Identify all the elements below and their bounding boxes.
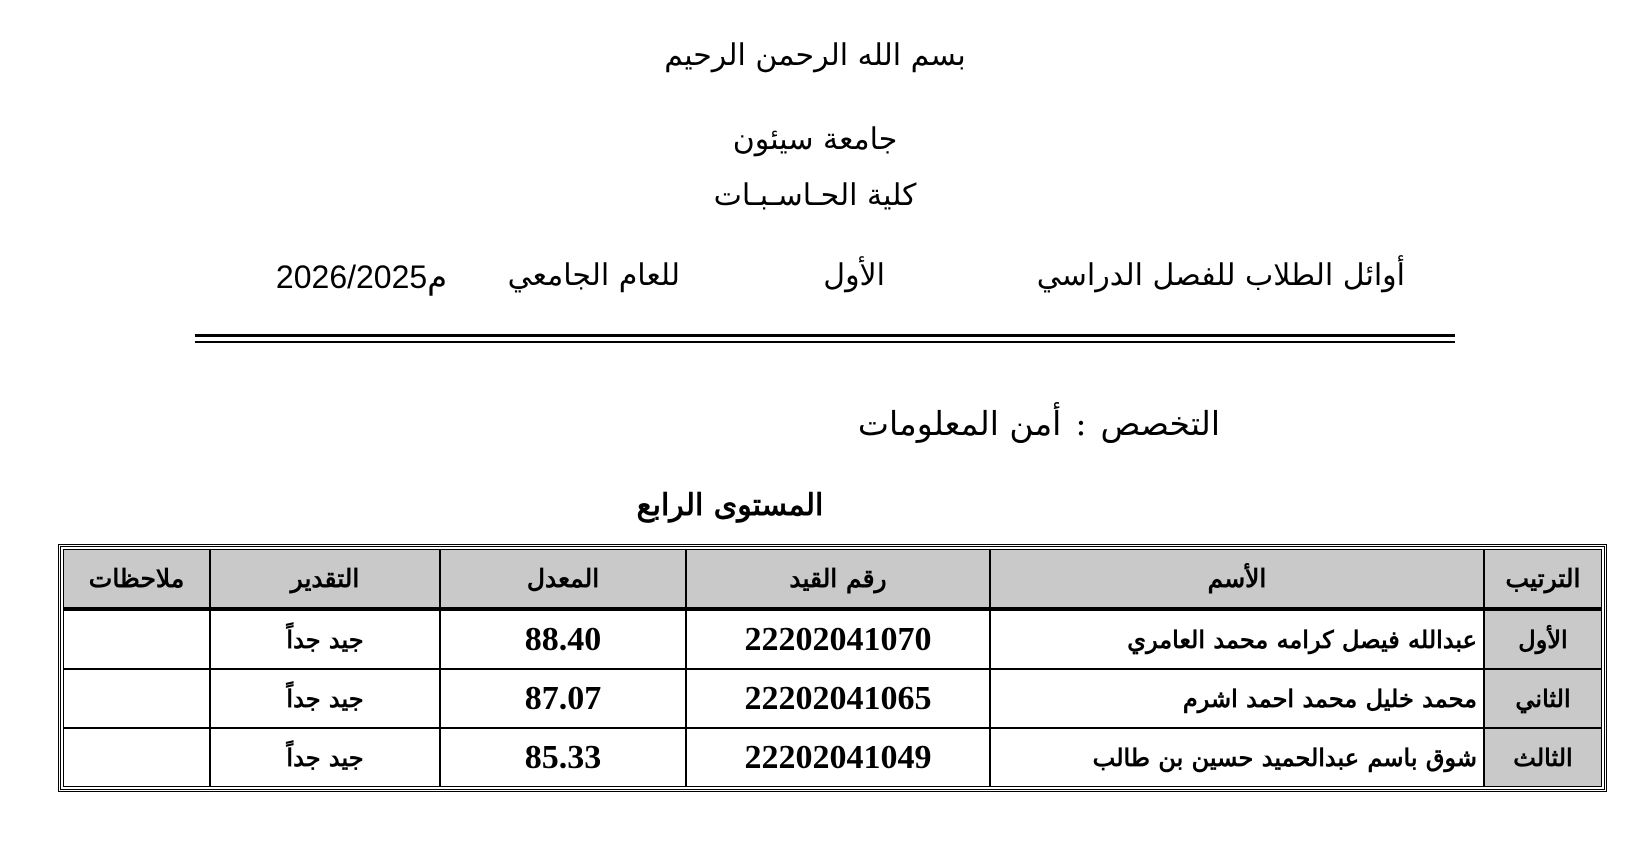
heading-year-label: للعام الجامعي [507, 258, 680, 293]
table-row [63, 728, 1602, 787]
heading-rule-bottom [195, 341, 1455, 343]
col-name: الأسم [990, 549, 1484, 610]
specialization-separator: : [1075, 404, 1087, 443]
cell-notes [63, 669, 210, 728]
faculty-name: كلية الحـاسـبـات [713, 178, 917, 213]
cell-notes [63, 728, 210, 787]
heading-title: أوائل الطلاب للفصل الدراسي [1036, 258, 1405, 293]
cell-rank: الثاني [1484, 669, 1602, 728]
cell-rank: الأول [1484, 610, 1602, 669]
cell-rank: الثالث [1484, 728, 1602, 787]
table-row [63, 669, 1602, 728]
cell-average: 87.07 [440, 669, 686, 728]
heading-rule-top [195, 334, 1455, 337]
heading-semester: الأول [823, 258, 885, 293]
level-label: المستوى الرابع [636, 488, 824, 523]
table-header-row [63, 549, 1602, 610]
university-name: جامعة سيئون [732, 122, 898, 157]
cell-name: محمد خليل محمد احمد اشرم [990, 669, 1484, 728]
cell-grade: جيد جداً [210, 669, 440, 728]
cell-average: 85.33 [440, 728, 686, 787]
specialization-value: أمن المعلومات [857, 404, 1062, 443]
cell-id: 22202041065 [686, 669, 990, 728]
col-grade: التقدير [210, 549, 440, 610]
col-rank: الترتيب [1484, 549, 1602, 610]
cell-name: شوق باسم عبدالحميد حسين بن طالب [990, 728, 1484, 787]
specialization-line [780, 404, 1220, 443]
cell-grade: جيد جداً [210, 728, 440, 787]
cell-id: 22202041049 [686, 728, 990, 787]
top-students-table [58, 544, 1607, 792]
table-row [63, 610, 1602, 669]
heading-year: 2026/2025م [275, 259, 447, 295]
cell-average: 88.40 [440, 610, 686, 669]
col-notes: ملاحظات [63, 549, 210, 610]
document-heading [195, 258, 1455, 308]
cell-name: عبدالله فيصل كرامه محمد العامري [990, 610, 1484, 669]
col-average: المعدل [440, 549, 686, 610]
cell-notes [63, 610, 210, 669]
col-id: رقم القيد [686, 549, 990, 610]
basmala: بسم الله الرحمن الرحيم [664, 38, 966, 73]
cell-grade: جيد جداً [210, 610, 440, 669]
cell-id: 22202041070 [686, 610, 990, 669]
specialization-label: التخصص [1100, 404, 1220, 443]
